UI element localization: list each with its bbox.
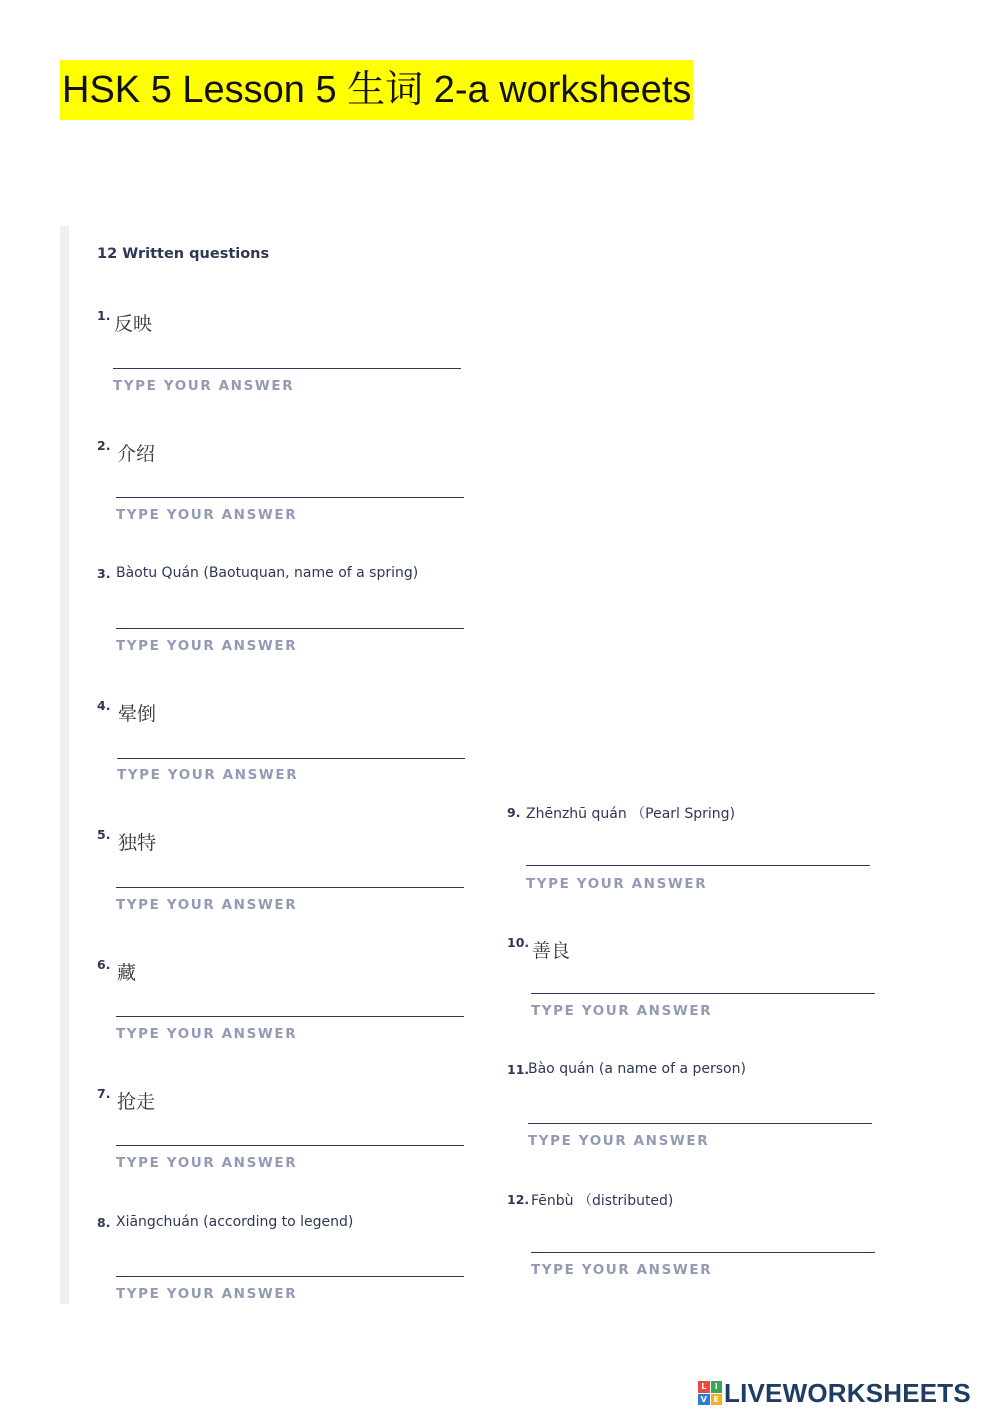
answer-placeholder: TYPE YOUR ANSWER xyxy=(113,378,295,394)
question-prompt: Zhēnzhū quán （Pearl Spring) xyxy=(526,806,736,822)
question-number: 6. xyxy=(97,957,111,972)
liveworksheets-logo-icon xyxy=(698,1381,722,1405)
answer-placeholder: TYPE YOUR ANSWER xyxy=(117,767,299,783)
answer-placeholder: TYPE YOUR ANSWER xyxy=(531,1262,713,1278)
left-accent-bar xyxy=(60,226,69,1304)
question-number: 11. xyxy=(507,1062,530,1077)
question-prompt: 抢走 xyxy=(117,1091,156,1113)
question-number: 3. xyxy=(97,566,111,581)
question-number: 8. xyxy=(97,1215,111,1230)
answer-input[interactable] xyxy=(116,497,464,498)
logo-tile: L xyxy=(698,1381,710,1393)
answer-input[interactable] xyxy=(528,1123,872,1124)
question-prompt: 藏 xyxy=(117,962,137,984)
answer-input[interactable] xyxy=(531,1252,875,1253)
question-number: 1. xyxy=(97,308,111,323)
brand-name: LIVEWORKSHEETS xyxy=(724,1377,971,1408)
question-prompt: Xiāngchuán (according to legend) xyxy=(116,1214,354,1230)
question-prompt: Fēnbù （distributed) xyxy=(531,1193,674,1209)
logo-tile: I xyxy=(711,1381,723,1393)
answer-placeholder: TYPE YOUR ANSWER xyxy=(526,876,708,892)
question-number: 10. xyxy=(507,935,530,950)
answer-input[interactable] xyxy=(116,628,464,629)
question-prompt: 晕倒 xyxy=(118,703,157,725)
logo-tile: E xyxy=(711,1394,723,1406)
question-number: 12. xyxy=(507,1192,530,1207)
question-number: 5. xyxy=(97,827,111,842)
answer-placeholder: TYPE YOUR ANSWER xyxy=(116,507,298,523)
answer-input[interactable] xyxy=(531,993,875,994)
answer-placeholder: TYPE YOUR ANSWER xyxy=(116,1155,298,1171)
answer-placeholder: TYPE YOUR ANSWER xyxy=(116,897,298,913)
question-number: 4. xyxy=(97,698,111,713)
section-heading: 12 Written questions xyxy=(97,246,270,262)
question-prompt: Bào quán (a name of a person) xyxy=(528,1061,746,1077)
answer-input[interactable] xyxy=(116,1145,464,1146)
answer-placeholder: TYPE YOUR ANSWER xyxy=(528,1133,710,1149)
question-prompt: 反映 xyxy=(114,313,153,335)
question-prompt: 善良 xyxy=(532,940,571,962)
page-title: HSK 5 Lesson 5 生词 2-a worksheets xyxy=(60,60,693,120)
answer-placeholder: TYPE YOUR ANSWER xyxy=(116,1026,298,1042)
answer-input[interactable] xyxy=(116,1276,464,1277)
answer-placeholder: TYPE YOUR ANSWER xyxy=(116,638,298,654)
answer-placeholder: TYPE YOUR ANSWER xyxy=(116,1286,298,1302)
answer-input[interactable] xyxy=(116,887,464,888)
answer-input[interactable] xyxy=(116,1016,464,1017)
question-prompt: 介绍 xyxy=(117,443,156,465)
question-prompt: 独特 xyxy=(118,832,157,854)
answer-input[interactable] xyxy=(113,368,461,369)
question-prompt: Bàotu Quán (Baotuquan, name of a spring) xyxy=(116,565,419,581)
question-number: 2. xyxy=(97,438,111,453)
question-number: 9. xyxy=(507,805,521,820)
brand-logo[interactable] xyxy=(698,1376,971,1410)
logo-tile: V xyxy=(698,1394,710,1406)
answer-input[interactable] xyxy=(117,758,465,759)
answer-placeholder: TYPE YOUR ANSWER xyxy=(531,1003,713,1019)
answer-input[interactable] xyxy=(526,865,870,866)
question-number: 7. xyxy=(97,1086,111,1101)
